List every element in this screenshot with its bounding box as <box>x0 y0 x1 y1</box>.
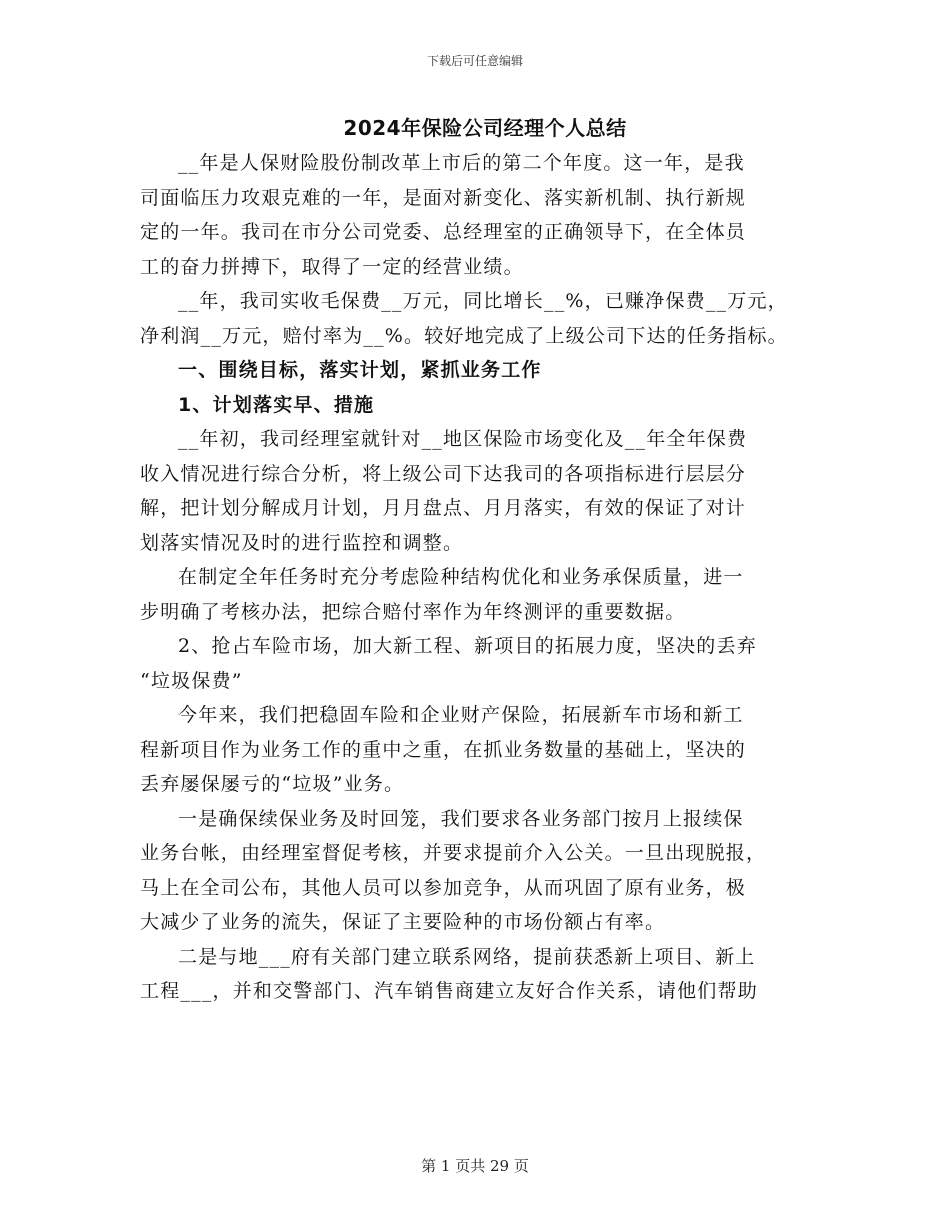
paragraph-line: 大减少了业务的流失，保证了主要险种的市场份额占有率。 <box>140 911 666 933</box>
paragraph-line: 步明确了考核办法，把综合赔付率作为年终测评的重要数据。 <box>140 600 686 623</box>
paragraph-line: 定的一年。我司在市分公司党委、总经理室的正确领导下，在全体员 <box>140 221 747 243</box>
document-body <box>140 110 830 1009</box>
section-heading: 1、计划落实早、措施 <box>178 393 375 416</box>
paragraph-line: 收入情况进行综合分析，将上级公司下达我司的各项指标进行层层分 <box>140 462 747 485</box>
paragraph-line: 划落实情况及时的进行监控和调整。 <box>140 531 464 554</box>
paragraph <box>140 940 830 1009</box>
paragraph-line: 业务台帐，由经理室督促考核，并要求提前介入公关。一旦出现脱报， <box>140 842 767 864</box>
paragraph-line: 净利润__万元，赔付率为__%。较好地完成了上级公司下达的任务指标。 <box>140 324 788 347</box>
paragraph-line: 二是与地___府有关部门建立联系网络，提前获悉新上项目、新上 <box>178 945 756 968</box>
paragraph <box>140 802 830 940</box>
paragraph-line: 程新项目作为业务工作的重中之重，在抓业务数量的基础上，坚决的 <box>140 738 747 761</box>
section-heading: 一、围绕目标，落实计划，紧抓业务工作 <box>178 359 542 381</box>
paragraph-line: 丢弃屡保屡亏的“垃圾”业务。 <box>140 773 405 795</box>
paragraph-line: 今年来，我们把稳固车险和企业财产保险，拓展新车市场和新工 <box>178 704 744 726</box>
paragraph-line: __年是人保财险股份制改革上市后的第二个年度。这一年，是我 <box>178 152 745 174</box>
paragraph <box>140 146 830 284</box>
paragraph <box>140 629 830 698</box>
paragraph-line: __年，我司实收毛保费__万元，同比增长__%，已赚净保费__万元， <box>178 290 788 312</box>
document-title: 2024年保险公司经理个人总结 <box>343 116 627 140</box>
page-footer: 第 1 页共 29 页 <box>421 1157 529 1175</box>
paragraph <box>140 284 830 353</box>
paragraph-line: 司面临压力攻艰克难的一年，是面对新变化、落实新机制、执行新规 <box>140 186 747 209</box>
paragraph-line: __年初，我司经理室就针对__地区保险市场变化及__年全年保费 <box>178 428 748 450</box>
paragraph <box>140 560 830 629</box>
paragraph-line: 一是确保续保业务及时回笼，我们要求各业务部门按月上报续保 <box>178 807 744 830</box>
paragraph-line: 工的奋力拼搏下，取得了一定的经营业绩。 <box>140 255 524 278</box>
header-note: 下载后可任意编辑 <box>426 54 523 68</box>
paragraph-line: 马上在全司公布，其他人员可以参加竞争，从而巩固了原有业务，极 <box>140 876 747 899</box>
paragraph-line: 工程___，并和交警部门、汽车销售商建立友好合作关系，请他们帮助 <box>140 980 758 1002</box>
paragraph-line: 在制定全年任务时充分考虑险种结构优化和业务承保质量，进一 <box>178 566 744 588</box>
paragraph-line: 2、抢占车险市场，加大新工程、新项目的拓展力度，坚决的丢弃 <box>178 635 757 657</box>
paragraph-line: “垃圾保费” <box>140 669 243 692</box>
paragraph <box>140 698 830 802</box>
paragraph-line: 解，把计划分解成月计划，月月盘点、月月落实，有效的保证了对计 <box>140 497 747 519</box>
paragraph <box>140 422 830 560</box>
